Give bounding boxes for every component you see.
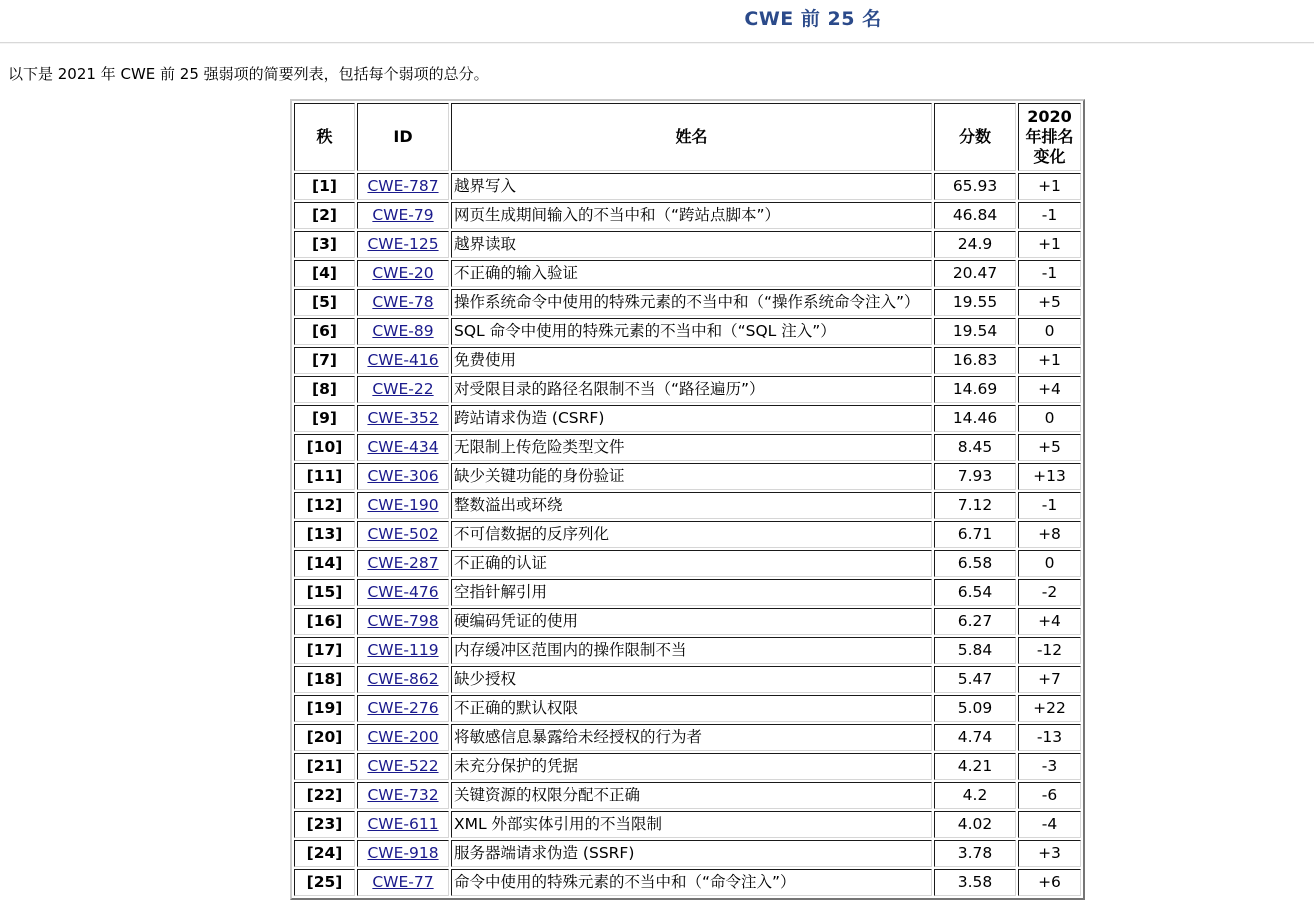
rank-cell: [9] [294,405,355,432]
score-cell: 5.84 [934,637,1016,664]
rank-cell: [19] [294,695,355,722]
header-score: 分数 [934,103,1016,171]
table-row [294,405,1081,432]
page-title: CWE 前 25 名 [744,8,882,30]
rank-change-cell: -13 [1018,724,1081,751]
score-cell: 4.74 [934,724,1016,751]
title-divider [0,42,1314,43]
table-row [294,231,1081,258]
rank-cell: [10] [294,434,355,461]
table-row [294,608,1081,635]
table-row [294,202,1081,229]
name-cell: SQL 命令中使用的特殊元素的不当中和（“SQL 注入”） [451,318,932,345]
table-row [294,318,1081,345]
rank-change-cell: +22 [1018,695,1081,722]
rank-cell: [8] [294,376,355,403]
name-cell: 不可信数据的反序列化 [451,521,932,548]
name-cell: 操作系统命令中使用的特殊元素的不当中和（“操作系统命令注入”） [451,289,932,316]
id-cell [357,492,449,519]
cwe-link[interactable]: CWE-79 [372,206,434,224]
score-cell: 14.46 [934,405,1016,432]
score-cell: 6.58 [934,550,1016,577]
score-cell: 4.21 [934,753,1016,780]
header-rank: 秩 [294,103,355,171]
table-row [294,376,1081,403]
rank-change-cell: +4 [1018,608,1081,635]
name-cell: 内存缓冲区范围内的操作限制不当 [451,637,932,664]
score-cell: 5.09 [934,695,1016,722]
rank-change-cell: +5 [1018,434,1081,461]
name-cell: 网页生成期间输入的不当中和（“跨站点脚本”） [451,202,932,229]
name-cell: 整数溢出或环绕 [451,492,932,519]
score-cell: 19.54 [934,318,1016,345]
name-cell: 未充分保护的凭据 [451,753,932,780]
id-cell [357,753,449,780]
table-row [294,637,1081,664]
name-cell: 越界写入 [451,173,932,200]
table-row [294,463,1081,490]
table-row [294,782,1081,809]
table-row [294,579,1081,606]
table-row [294,666,1081,693]
id-cell [357,782,449,809]
id-cell [357,840,449,867]
score-cell: 7.93 [934,463,1016,490]
rank-change-cell: +5 [1018,289,1081,316]
rank-change-cell: +1 [1018,231,1081,258]
cwe-link[interactable]: CWE-190 [367,496,439,514]
cwe-link[interactable]: CWE-119 [367,641,439,659]
rank-cell: [1] [294,173,355,200]
score-cell: 7.12 [934,492,1016,519]
cwe-link[interactable]: CWE-611 [367,815,439,833]
name-cell: 空指针解引用 [451,579,932,606]
id-cell [357,869,449,896]
id-cell [357,202,449,229]
cwe-link[interactable]: CWE-416 [367,351,439,369]
cwe-link[interactable]: CWE-125 [367,235,439,253]
rank-change-cell: 0 [1018,405,1081,432]
score-cell: 16.83 [934,347,1016,374]
rank-change-cell: +4 [1018,376,1081,403]
rank-cell: [2] [294,202,355,229]
name-cell: XML 外部实体引用的不当限制 [451,811,932,838]
table-row [294,550,1081,577]
rank-change-cell: +8 [1018,521,1081,548]
cwe-table-container [290,99,1085,900]
rank-cell: [3] [294,231,355,258]
table-row [294,811,1081,838]
table-row [294,521,1081,548]
rank-cell: [16] [294,608,355,635]
name-cell: 不正确的认证 [451,550,932,577]
rank-cell: [11] [294,463,355,490]
rank-cell: [14] [294,550,355,577]
cwe-top25-table [290,99,1085,900]
id-cell [357,173,449,200]
table-row [294,840,1081,867]
rank-change-cell: -1 [1018,202,1081,229]
rank-change-cell: +6 [1018,869,1081,896]
name-cell: 不正确的默认权限 [451,695,932,722]
rank-change-cell: +3 [1018,840,1081,867]
cwe-link[interactable]: CWE-22 [372,380,434,398]
score-cell: 8.45 [934,434,1016,461]
cwe-link[interactable]: CWE-287 [367,554,439,572]
rank-cell: [22] [294,782,355,809]
id-cell [357,550,449,577]
cwe-link[interactable]: CWE-200 [367,728,439,746]
name-cell: 无限制上传危险类型文件 [451,434,932,461]
id-cell [357,521,449,548]
id-cell [357,318,449,345]
name-cell: 不正确的输入验证 [451,260,932,287]
id-cell [357,724,449,751]
id-cell [357,434,449,461]
score-cell: 6.27 [934,608,1016,635]
table-row [294,753,1081,780]
id-cell [357,608,449,635]
cwe-link[interactable]: CWE-352 [367,409,439,427]
name-cell: 跨站请求伪造 (CSRF) [451,405,932,432]
cwe-link[interactable]: CWE-862 [367,670,439,688]
name-cell: 越界读取 [451,231,932,258]
table-row [294,289,1081,316]
rank-change-cell: 0 [1018,318,1081,345]
cwe-link[interactable]: CWE-77 [372,873,434,891]
cwe-link[interactable]: CWE-89 [372,322,434,340]
header-change-label: 2020年排名变化 [1025,107,1074,166]
cwe-link[interactable]: CWE-798 [367,612,439,630]
score-cell: 19.55 [934,289,1016,316]
rank-cell: [6] [294,318,355,345]
rank-cell: [21] [294,753,355,780]
table-row [294,347,1081,374]
cwe-link[interactable]: CWE-276 [367,699,439,717]
rank-cell: [15] [294,579,355,606]
cwe-link[interactable]: CWE-476 [367,583,439,601]
id-cell [357,231,449,258]
name-cell: 将敏感信息暴露给未经授权的行为者 [451,724,932,751]
table-row [294,434,1081,461]
table-row [294,492,1081,519]
cwe-link[interactable]: CWE-20 [372,264,434,282]
table-row [294,724,1081,751]
table-header-row [294,103,1081,171]
rank-change-cell: -1 [1018,492,1081,519]
rank-change-cell: -2 [1018,579,1081,606]
id-cell [357,637,449,664]
rank-cell: [24] [294,840,355,867]
rank-change-cell: +7 [1018,666,1081,693]
cwe-link[interactable]: CWE-522 [367,757,439,775]
rank-cell: [20] [294,724,355,751]
header-id: ID [357,103,449,171]
rank-cell: [17] [294,637,355,664]
id-cell [357,376,449,403]
rank-cell: [4] [294,260,355,287]
cwe-link[interactable]: CWE-306 [367,467,439,485]
rank-cell: [25] [294,869,355,896]
table-row [294,869,1081,896]
score-cell: 24.9 [934,231,1016,258]
score-cell: 6.54 [934,579,1016,606]
id-cell [357,666,449,693]
rank-cell: [7] [294,347,355,374]
name-cell: 服务器端请求伪造 (SSRF) [451,840,932,867]
table-row [294,695,1081,722]
rank-change-cell: 0 [1018,550,1081,577]
rank-cell: [13] [294,521,355,548]
cwe-link[interactable]: CWE-787 [367,177,439,195]
cwe-link[interactable]: CWE-732 [367,786,439,804]
rank-change-cell: -1 [1018,260,1081,287]
rank-change-cell: +13 [1018,463,1081,490]
score-cell: 4.2 [934,782,1016,809]
score-cell: 20.47 [934,260,1016,287]
header-change [1018,103,1081,171]
score-cell: 6.71 [934,521,1016,548]
score-cell: 3.58 [934,869,1016,896]
id-cell [357,347,449,374]
score-cell: 14.69 [934,376,1016,403]
rank-change-cell: +1 [1018,347,1081,374]
id-cell [357,405,449,432]
id-cell [357,579,449,606]
header-name: 姓名 [451,103,932,171]
name-cell: 免费使用 [451,347,932,374]
cwe-link[interactable]: CWE-434 [367,438,439,456]
rank-change-cell: -3 [1018,753,1081,780]
rank-change-cell: -6 [1018,782,1081,809]
name-cell: 对受限目录的路径名限制不当（“路径遍历”） [451,376,932,403]
score-cell: 3.78 [934,840,1016,867]
id-cell [357,463,449,490]
rank-cell: [12] [294,492,355,519]
rank-change-cell: +1 [1018,173,1081,200]
cwe-link[interactable]: CWE-502 [367,525,439,543]
name-cell: 关键资源的权限分配不正确 [451,782,932,809]
table-row [294,260,1081,287]
name-cell: 硬编码凭证的使用 [451,608,932,635]
rank-cell: [5] [294,289,355,316]
rank-change-cell: -12 [1018,637,1081,664]
intro-text: 以下是 2021 年 CWE 前 25 强弱项的简要列表，包括每个弱项的总分。 [8,65,489,83]
score-cell: 65.93 [934,173,1016,200]
id-cell [357,695,449,722]
name-cell: 命令中使用的特殊元素的不当中和（“命令注入”） [451,869,932,896]
score-cell: 46.84 [934,202,1016,229]
score-cell: 5.47 [934,666,1016,693]
cwe-link[interactable]: CWE-918 [367,844,439,862]
id-cell [357,811,449,838]
table-body [294,173,1081,896]
table-row [294,173,1081,200]
score-cell: 4.02 [934,811,1016,838]
rank-cell: [18] [294,666,355,693]
id-cell [357,289,449,316]
name-cell: 缺少授权 [451,666,932,693]
name-cell: 缺少关键功能的身份验证 [451,463,932,490]
id-cell [357,260,449,287]
cwe-link[interactable]: CWE-78 [372,293,434,311]
rank-change-cell: -4 [1018,811,1081,838]
rank-cell: [23] [294,811,355,838]
